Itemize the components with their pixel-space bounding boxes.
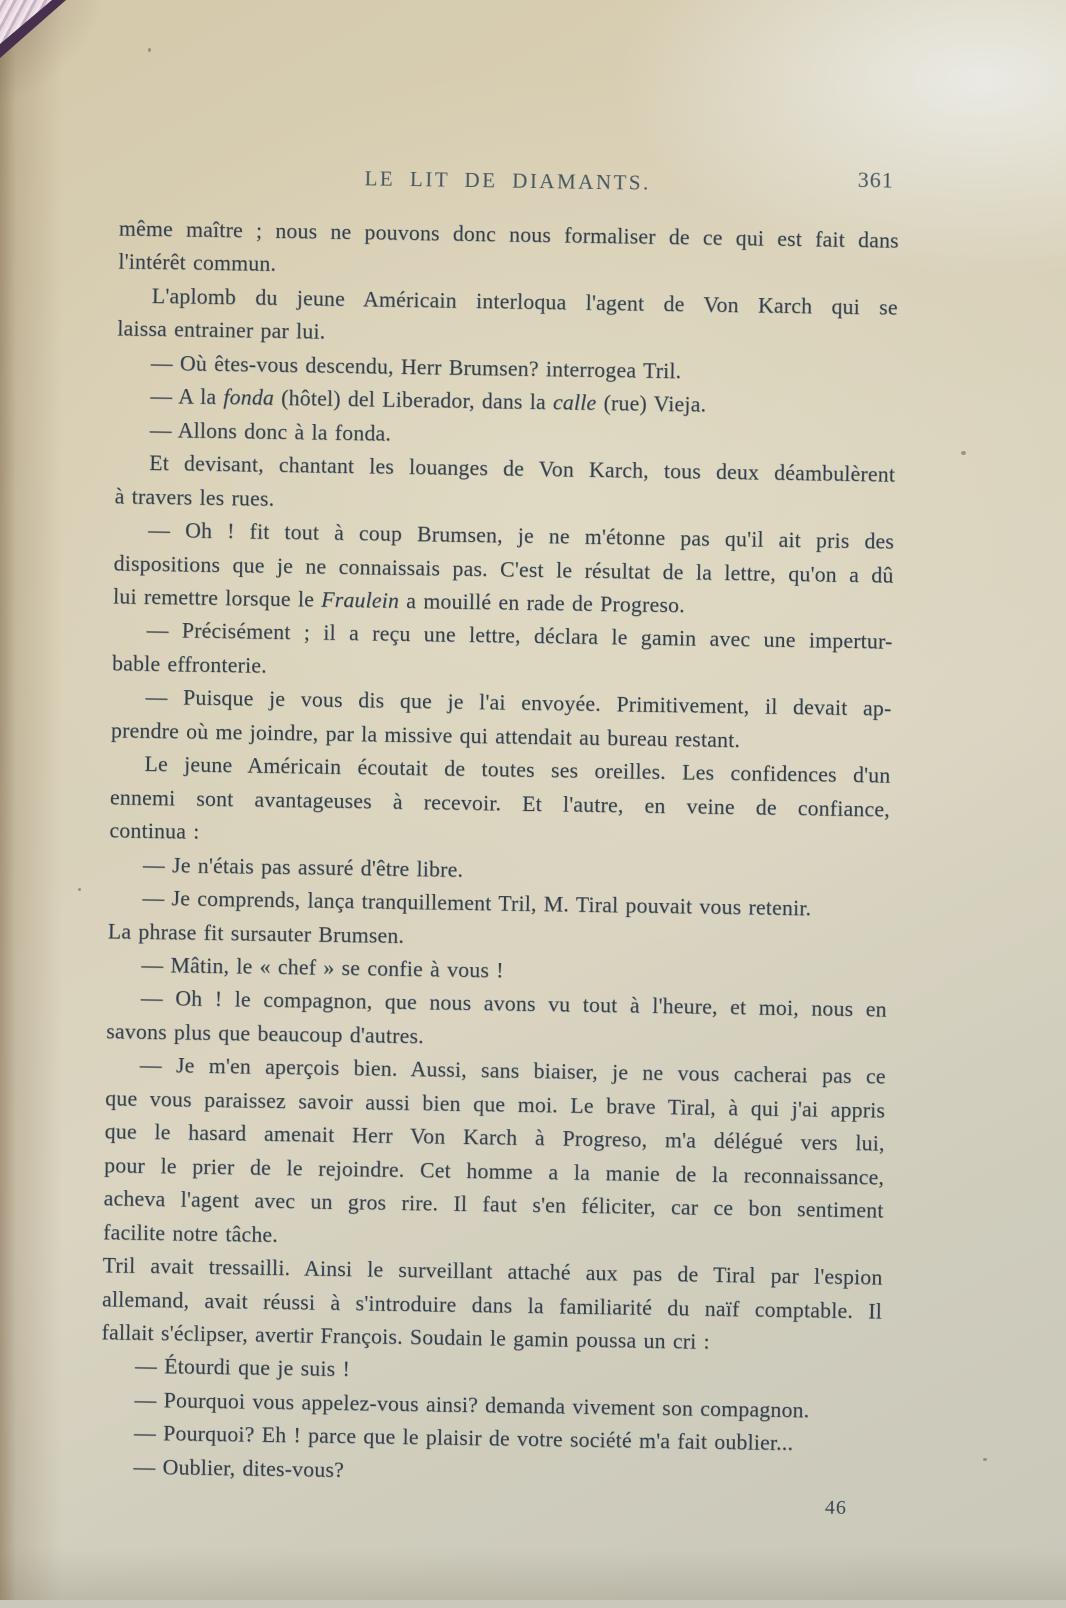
text-line: à travers les rues. xyxy=(114,484,275,511)
text-line: que le hasard amenait Herr Von Karch à Progreso, m'a délégué vers lui, xyxy=(104,1119,885,1156)
text-line: L'aplomb du jeune Américain interloqua l'agent de Von Karch qui se xyxy=(151,283,898,320)
text-line: — Je m'en aperçois bien. Aussi, sans biaiser, je ne vous cacherai pas ce xyxy=(139,1053,886,1089)
text-line: Le jeune Américain écoutait de toutes ses oreilles. Les confidences d'un xyxy=(144,752,891,788)
text-line: — Je comprends, lança tranquillement Tril, M. Tiral pouvait vous retenir. xyxy=(142,885,812,921)
text-line: — Mâtin, le « chef » se confie à vous ! xyxy=(141,952,504,983)
text-line: lui remettre lorsque le Fraulein a mouillé en rade de Progreso. xyxy=(112,584,686,618)
text-line: facilite notre tâche. xyxy=(102,1219,279,1247)
running-title: LE LIT DE DIAMANTS. xyxy=(364,166,652,195)
text-line: laissa entrainer par lui. xyxy=(117,316,326,345)
text-line: — Où êtes-vous descendu, Herr Brumsen? interrogea Tril. xyxy=(150,350,682,384)
text-line: — Puisque je vous dis que je l'ai envoyée. Primitivement, il devait ap- xyxy=(145,685,892,721)
text-line: savons plus que beaucoup d'autres. xyxy=(106,1019,425,1049)
text-line: dispositions que je ne connaissais pas. C'est le résultat de la lettre, qu'on a dû xyxy=(113,550,894,588)
text-line: pour le prier de le rejoindre. Cet homme a la manie de la reconnaissance, xyxy=(104,1152,885,1190)
text-line: fallait s'éclipser, avertir François. Soudain le gamin poussa un cri : xyxy=(101,1320,711,1354)
text-line: — Je n'étais pas assuré d'être libre. xyxy=(142,852,464,882)
text-line: prendre où me joindre, par la missive qui attendait au bureau restant. xyxy=(110,718,741,753)
text-line: — Allons donc à la fonda. xyxy=(149,417,392,446)
text-line: que vous paraissez savoir aussi bien que moi. Le brave Tiral, à qui j'ai appris xyxy=(105,1086,886,1123)
text-line: — Oh ! le compagnon, que nous avons vu tout à l'heure, et moi, nous en xyxy=(140,986,887,1023)
text-line: — A la fonda (hôtel) del Liberador, dans la calle (rue) Vieja. xyxy=(150,384,707,417)
text-line: bable effronterie. xyxy=(111,651,268,678)
text-line: — Oublier, dites-vous? xyxy=(133,1454,345,1482)
text-line: — Pourquoi? Eh ! parce que le plaisir de votre société m'a fait oublier... xyxy=(133,1421,794,1456)
text-line: Tril avait tressailli. Ainsi le surveillant attaché aux pas de Tiral par l'espion xyxy=(102,1253,883,1290)
text-line: — Étourdi que je suis ! xyxy=(134,1354,351,1382)
page-number: 361 xyxy=(857,167,894,193)
text-line: ennemi sont avantageuses à recevoir. Et l'autre, en veine de confiance, xyxy=(109,785,891,822)
text-line: — Pourquoi vous appelez-vous ainsi? demanda vivement son compagnon. xyxy=(134,1387,810,1423)
text-line: Et devisant, chantant les louanges de Von Karch, tous deux déambulèrent xyxy=(149,451,896,487)
text-line: continua : xyxy=(109,818,200,844)
text-line: allemand, avait réussi à s'introduire dans la familiarité du naïf comptable. Il xyxy=(101,1286,883,1324)
body-text xyxy=(99,212,899,1495)
signature-mark: 46 xyxy=(824,1496,848,1520)
text-line: l'intérêt commun. xyxy=(118,249,277,277)
text-line: — Oh ! fit tout à coup Brumsen, je ne m'étonne pas qu'il ait pris des xyxy=(148,518,895,554)
text-line: — Précisément ; il a reçu une lettre, déclara le gamin avec une impertur- xyxy=(146,618,893,655)
text-line: même maître ; nous ne pouvons donc nous formaliser de ce qui est fait dans xyxy=(118,216,900,253)
text-line: acheva l'agent avec un gros rire. Il faut s'en féliciter, car ce bon sentiment xyxy=(103,1186,884,1223)
text-line: La phrase fit sursauter Brumsen. xyxy=(107,918,405,948)
